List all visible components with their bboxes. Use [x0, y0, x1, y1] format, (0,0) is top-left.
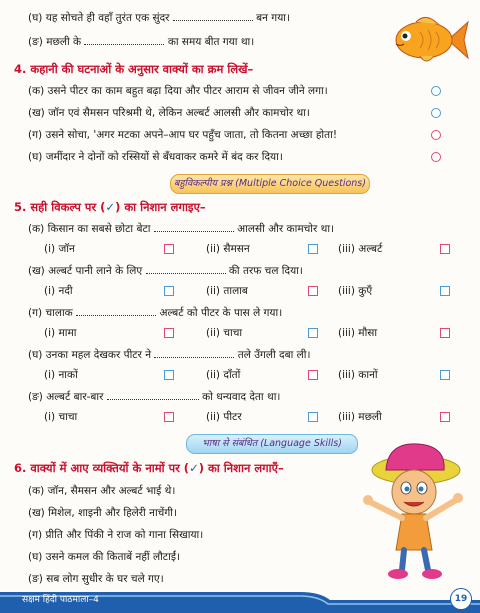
list-item [28, 484, 175, 498]
order-circle[interactable] [431, 86, 441, 96]
item-text: उसने सोचा, 'अगर मटका अपने–आप घर पहुँच जाता, तो कितना अच्छा होता! [45, 129, 338, 141]
option [206, 284, 248, 298]
goldfish-illustration [386, 12, 470, 68]
option-number: (i) [44, 369, 56, 381]
item-number: (ख) [28, 507, 45, 519]
tick-icon: ✓ [105, 200, 116, 214]
option-checkbox[interactable] [308, 412, 318, 422]
mcq-question [28, 305, 282, 320]
option-number: (ii) [206, 327, 221, 339]
option-text: मामा [58, 327, 77, 339]
item-text-post: की तरफ चल दिया। [228, 265, 303, 277]
option [206, 368, 240, 382]
option-text: जॉन [58, 243, 75, 255]
option-checkbox[interactable] [440, 328, 450, 338]
order-circle[interactable] [431, 108, 441, 118]
list-item [28, 506, 177, 520]
question-number: 5. [14, 200, 27, 214]
option [338, 284, 372, 298]
item-text: जॉन एवं सैमसन परिश्रमी थे, लेकिन अल्बर्ट आलसी और कामचोर था। [48, 107, 310, 119]
answer-blank [146, 263, 226, 274]
option [44, 368, 78, 382]
option-text: दाँतों [223, 369, 241, 381]
option [338, 410, 382, 424]
option-checkbox[interactable] [440, 286, 450, 296]
item-text-pre: अल्बर्ट पानी लाने के लिए [48, 265, 143, 277]
option-checkbox[interactable] [164, 286, 174, 296]
option [44, 242, 75, 256]
q5-heading [14, 200, 206, 214]
item-number: (क) [28, 85, 45, 97]
q3-item-nga [28, 34, 254, 49]
item-text[interactable]: प्रीति और पिंकी ने राज को गाना सिखाया। [45, 529, 204, 541]
order-circle[interactable] [431, 130, 441, 140]
option-number: (ii) [206, 411, 221, 423]
option-number: (iii) [338, 327, 355, 339]
mcq-question [28, 221, 334, 236]
option-checkbox[interactable] [440, 412, 450, 422]
item-number: (ङ) [28, 391, 43, 403]
item-text-pre: चालाक [45, 307, 73, 319]
item-text-pre: यह सोचते ही वहाँ तुरंत एक सुंदर [45, 12, 170, 24]
option-number: (i) [44, 411, 56, 423]
q4-heading [14, 62, 253, 76]
item-number: (ग) [28, 129, 43, 141]
option-text: सैमसन [223, 243, 250, 255]
tick-icon: ✓ [189, 461, 199, 475]
option-number: (iii) [338, 243, 355, 255]
option-text: नदी [58, 285, 73, 297]
page-footer [0, 586, 480, 613]
list-item [28, 528, 203, 542]
section-banner-mcq [170, 174, 370, 194]
footer-book-title: सक्षम हिंदी पाठमाला–4 [22, 595, 99, 605]
item-text[interactable]: मिशेल, शाइनी और हिलेरी नाचेंगी। [48, 507, 177, 519]
option-number: (i) [44, 243, 56, 255]
item-text[interactable]: उसने कमल की किताबें नहीं लौटाईं। [45, 551, 180, 563]
option-checkbox[interactable] [164, 328, 174, 338]
answer-blank [107, 389, 199, 400]
option [338, 242, 382, 256]
option-text: तालाब [223, 285, 248, 297]
item-number: (ग) [28, 307, 43, 319]
banner-hindi: बहुविकल्पीय प्रश्न [174, 178, 233, 189]
option-number: (iii) [338, 411, 355, 423]
option-number: (iii) [338, 369, 355, 381]
option-checkbox[interactable] [308, 328, 318, 338]
list-item [28, 84, 328, 98]
item-number: (क) [28, 485, 45, 497]
item-number: (घ) [28, 349, 43, 361]
mcq-question [28, 263, 303, 278]
question-title-end: ) का निशान लगाइए– [115, 200, 206, 214]
item-number: (क) [28, 223, 45, 235]
list-item [28, 106, 310, 120]
q6-heading [14, 461, 284, 475]
option-text: मौसा [358, 327, 378, 339]
option-checkbox[interactable] [164, 412, 174, 422]
question-title: सही विकल्प पर ( [30, 200, 106, 214]
option-text: कुएँ [358, 285, 373, 297]
item-text-post: तले उँगली दबा ली। [237, 349, 311, 361]
item-number: (घ) [28, 151, 43, 163]
option-checkbox[interactable] [308, 286, 318, 296]
banner-english: (Language Skills) [260, 438, 342, 449]
item-text: उसने पीटर का काम बहुत बढ़ा दिया और पीटर आराम से जीवन जीने लगा। [47, 85, 328, 97]
item-text-pre: अल्बर्ट बार-बार [46, 391, 104, 403]
option [44, 410, 77, 424]
option-text: चाचा [58, 411, 78, 423]
option-checkbox[interactable] [308, 244, 318, 254]
option-number: (ii) [206, 285, 221, 297]
option-text: अल्बर्ट [358, 243, 383, 255]
question-number: 4. [14, 62, 27, 76]
option-checkbox[interactable] [440, 370, 450, 380]
answer-blank[interactable] [84, 34, 164, 45]
mcq-question [28, 347, 310, 362]
item-text-post: आलसी और कामचोर था। [237, 223, 335, 235]
item-number: (ग) [28, 529, 43, 541]
item-text-post: अल्बर्ट को पीटर के पास ले गया। [159, 307, 283, 319]
mcq-question [28, 389, 280, 404]
item-text-post: को धन्यवाद देता था। [202, 391, 281, 403]
answer-blank[interactable] [173, 10, 253, 21]
option [338, 326, 377, 340]
option-text: पीटर [223, 411, 242, 423]
q3-item-gha [28, 10, 290, 25]
option-number: (iii) [338, 285, 355, 297]
option-number: (ii) [206, 369, 221, 381]
list-item [28, 572, 164, 586]
option-number: (i) [44, 327, 56, 339]
option-text: कानों [358, 369, 378, 381]
option [206, 410, 242, 424]
option-checkbox[interactable] [308, 370, 318, 380]
question-number: 6. [14, 461, 27, 475]
item-number: (घ) [28, 551, 43, 563]
item-number: (घ) [28, 12, 43, 24]
option-number: (i) [44, 285, 56, 297]
question-title: वाक्यों में आए व्यक्तियों के नामों पर ( [30, 461, 190, 475]
item-text-pre: किसान का सबसे छोटा बेटा [47, 223, 151, 235]
option-text: नाकों [58, 369, 78, 381]
item-text[interactable]: जॉन, सैमसन और अल्बर्ट भाई थे। [47, 485, 176, 497]
option-checkbox[interactable] [164, 370, 174, 380]
option [206, 326, 242, 340]
item-text-post: बन गया। [256, 12, 291, 24]
section-banner-language [186, 434, 358, 454]
item-text[interactable]: सब लोग सुधीर के घर चले गए। [46, 573, 164, 585]
option [44, 326, 76, 340]
order-circle[interactable] [431, 152, 441, 162]
item-text-post: का समय बीत गया था। [167, 36, 255, 48]
question-title: कहानी की घटनाओं के अनुसार वाक्यों का क्रम लिखें– [30, 62, 254, 76]
item-number: (ङ) [28, 573, 43, 585]
item-number: (ख) [28, 265, 45, 277]
item-text: जमींदार ने दोनों को रस्सियों से बँधवाकर कमरे में बंद कर दिया। [45, 151, 283, 163]
question-title-end: ) का निशान लगाएँ– [198, 461, 284, 475]
item-text-pre: उनका महल देखकर पीटर ने [45, 349, 152, 361]
item-number: (ख) [28, 107, 45, 119]
option-text: चाचा [223, 327, 243, 339]
option-checkbox[interactable] [440, 244, 450, 254]
cartoon-kid-illustration [352, 440, 470, 582]
banner-hindi: भाषा से संबंधित [202, 438, 258, 449]
list-item [28, 128, 337, 142]
banner-english: (Multiple Choice Questions) [235, 178, 366, 189]
option [206, 242, 250, 256]
answer-blank [154, 221, 234, 232]
option-text: मछली [358, 411, 382, 423]
item-text-pre: मछली के [46, 36, 82, 48]
option-number: (ii) [206, 243, 221, 255]
list-item [28, 150, 283, 164]
answer-blank [154, 347, 234, 358]
page-number: 19 [450, 588, 472, 610]
answer-blank [76, 305, 156, 316]
list-item [28, 550, 180, 564]
item-number: (ङ) [28, 36, 43, 48]
option [338, 368, 378, 382]
option [44, 284, 73, 298]
option-checkbox[interactable] [164, 244, 174, 254]
